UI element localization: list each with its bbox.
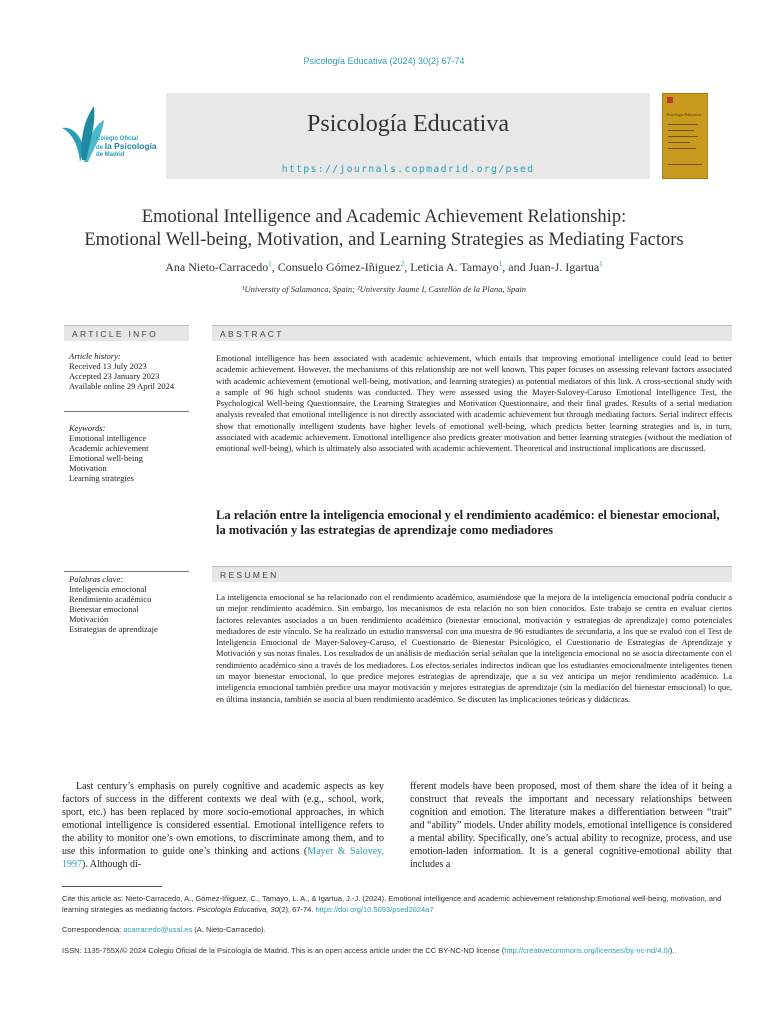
article-title: Emotional Intelligence and Academic Achievement Relationship: Emotional Well-being, Motivation, and Learning Strategies as Mediating Factors	[84, 207, 684, 250]
cover-line	[668, 142, 690, 143]
citation-link[interactable]: Mayer & Salovey, 1997	[62, 846, 384, 870]
resumen-header: RESUMEN	[212, 566, 732, 582]
author-name: Leticia A. Tamayo	[410, 260, 499, 274]
divider	[64, 411, 189, 412]
journal-cover-image	[662, 93, 708, 179]
journal-title: Psicología Educativa	[307, 111, 509, 137]
journal-url[interactable]: https://journals.copmadrid.org/psed	[281, 164, 535, 175]
citation-note: Cite this article as: Nieto-Carracedo, A., Gómez-Iñiguez, C., Tamayo, L. A., & Igartua, J.-J. (2024). Emotional intelligence and academic achievement relationship:Emotional well-being, motivation, and learning strategies as mediating factors. Psicología Educativa, 30(2), 67-74. https://doi.org/10.5093/psed2024a7	[62, 894, 722, 914]
cover-mark	[667, 97, 673, 103]
author-name: Consuelo Gómez-Iñiguez	[277, 260, 401, 274]
license-note: ISSN: 1135-755X/© 2024 Colegio Oficial de la Psicología de Madrid. This is an open access article under the CC BY-NC-ND license (http://creativecommons.org/licenses/by-nc-nd/4.0/).	[62, 946, 675, 955]
logo-text: Colegio Oficial de la Psicología de Madrid	[96, 136, 157, 158]
article-info-header: ARTICLE INFO	[64, 325, 189, 341]
article-history: Article history: Received 13 July 2023 Accepted 23 January 2023 Available online 29 April 2024	[69, 351, 175, 391]
keyword: Academic achievement	[69, 443, 149, 453]
keywords: Keywords: Emotional intelligence Academic achievement Emotional well-being Motivation Learning strategies	[69, 423, 191, 483]
cover-line	[668, 164, 702, 165]
affiliations: ¹University of Salamanca, Spain; ²University Jaume I, Castellón de la Plana, Spain	[241, 284, 527, 294]
cover-line	[668, 130, 694, 131]
keyword: Emotional well-being	[69, 453, 143, 463]
email-link[interactable]: acarracedo@usal.es	[123, 925, 193, 934]
abstract-header: ABSTRACT	[212, 325, 732, 341]
keyword: Bienestar emocional	[69, 604, 139, 614]
spanish-title: La relación entre la inteligencia emocional y el rendimiento académico: el bienestar emocional, la motivación y las estrategias de aprendizaje como mediadores	[216, 508, 720, 537]
cover-line	[668, 148, 696, 149]
footnote-divider	[62, 886, 162, 887]
resumen-text: La inteligencia emocional se ha relacionado con el rendimiento académico, asumiéndose que la mejora de la inteligencia emocional podría conducir a un mejor rendimiento académico. Sin embargo, los mecanismos de esta relación no son bien conocidos. Este trabajo se centra en evaluar ciertos factores relevantes asociados a un buen rendimiento académico (bienestar emocional, motivación y estrategias de aprendizaje) como potenciales mediadores de este vínculo. Se ha realizado un estudio transversal con una muestra de 96 estudiantes de secundaria, a los que se evaluó con el Test de Inteligencia Emocional de Mayer-Salovey-Caruso, el Cuestionario de Bienestar Psicológico, el Cuestionario de Estrategias de Aprendizaje y Motivación y sus notas finales. Los resultados de un análisis de mediación serial señalan que la inteligencia emocional no se asocia directamente con el rendimiento académico sino a través de los mediadores. Los efectos seriales indirectos indican que los estudiantes emocionalmente inteligentes tienen un mayor bienestar emocional, lo que predice mejores estrategias de aprendizaje, que a su vez anticipa un mejor rendimiento académico. La inteligencia emocional también predice una mayor motivación y mejores estrategias de aprendizaje (sin la mediación del bienestar emocional) lo que, en última instancia, también se asocia al buen rendimiento académico. Se discuten las implicaciones teóricas y didácticas.	[216, 592, 732, 704]
license-link[interactable]: http://creativecommons.org/licenses/by-nc-nd/4.0/	[504, 946, 670, 955]
author-name: and Juan-J. Igartua	[508, 260, 600, 274]
palabras-clave: Palabras clave: Inteligencia emocional Rendimiento académico Bienestar emocional Motivación Estrategias de aprendizaje	[69, 574, 191, 634]
body-left-column: Last century’s emphasis on purely cognitive and academic aspects as key factors of success in the different contexts we deal with (e.g., school, work, sport, etc.) has been replaced by more socio-emotional approaches, in which emotional intelligence is considered essential. Emotional intelligence refers to the ability to monitor one’s own emotions, to discriminate among them, and to use this information to guide one’s thinking and actions (Mayer & Salovey, 1997). Although di-	[62, 781, 384, 870]
journal-reference: Psicología Educativa (2024) 30(2) 67-74	[303, 56, 465, 66]
correspondence: Correspondencia: acarracedo@usal.es (A. Nieto-Carracedo).	[62, 925, 266, 934]
keyword: Estrategias de aprendizaje	[69, 624, 158, 634]
keyword: Emotional intelligence	[69, 433, 147, 443]
keyword: Rendimiento académico	[69, 594, 152, 604]
abstract-text: Emotional intelligence has been associated with academic achievement, which entails that improving emotional intelligence could lead to better academic achievement. However, the mechanisms of this relationship are not well known. This paper focuses on assessing relevant factors associated with academic achievement (emotional well-being, motivation, and learning strategies) as potential mediators of this link. A cross-sectional study with a sample of 96 high school students was conducted. They were assessed using the Mayer-Salovey-Caruso Emotional Intelligence Test, the Psychological Well-being Questionnaire, the Learning Strategies and Motivation Questionnaire, and their final grades. Results of a serial mediation analysis revealed that emotional intelligence is not directly associated with academic achievement but through mediating factors. Serial indirect effects show that emotionally intelligent students have higher levels of emotional well-being, which predicts better learning strategies and is, in turn, associated with academic achievement. Emotional intelligence also predicts greater motivation and better learning strategies (without the mediation of emotional well-being), which is ultimately also associated with academic achievement. Theoretical and instructional implications are discussed.	[216, 353, 732, 454]
divider	[64, 571, 189, 572]
journal-header	[166, 93, 650, 179]
keyword: Motivación	[69, 614, 109, 624]
keyword: Learning strategies	[69, 473, 134, 483]
doi-link[interactable]: https://doi.org/10.5093/psed2024a7	[315, 904, 434, 914]
cover-line	[668, 124, 698, 125]
keyword: Motivation	[69, 463, 107, 473]
author-name: Ana Nieto-Carracedo	[165, 260, 269, 274]
body-right-column: fferent models have been proposed, most of them share the idea of it being a construct that reveals the important and necessary relationships between cognition and emotion. The literature makes a differentiation between “trait” and “ability” models. Under ability models, emotional intelligence is considered a mental ability. Specifically, one’s actual ability to recognize, process, and use emotion-laden information. It is a general cognitive-emotional ability that includes a	[410, 781, 732, 870]
cover-title: Psicología Educativa	[667, 112, 701, 117]
author-list: Ana Nieto-Carracedo$^1$, Consuelo Gómez-Iñiguez$^2$, Leticia A. Tamayo$^1$, and Juan-J. Igartua$^1$	[165, 260, 603, 274]
keyword: Inteligencia emocional	[69, 584, 147, 594]
cover-line	[668, 136, 698, 137]
